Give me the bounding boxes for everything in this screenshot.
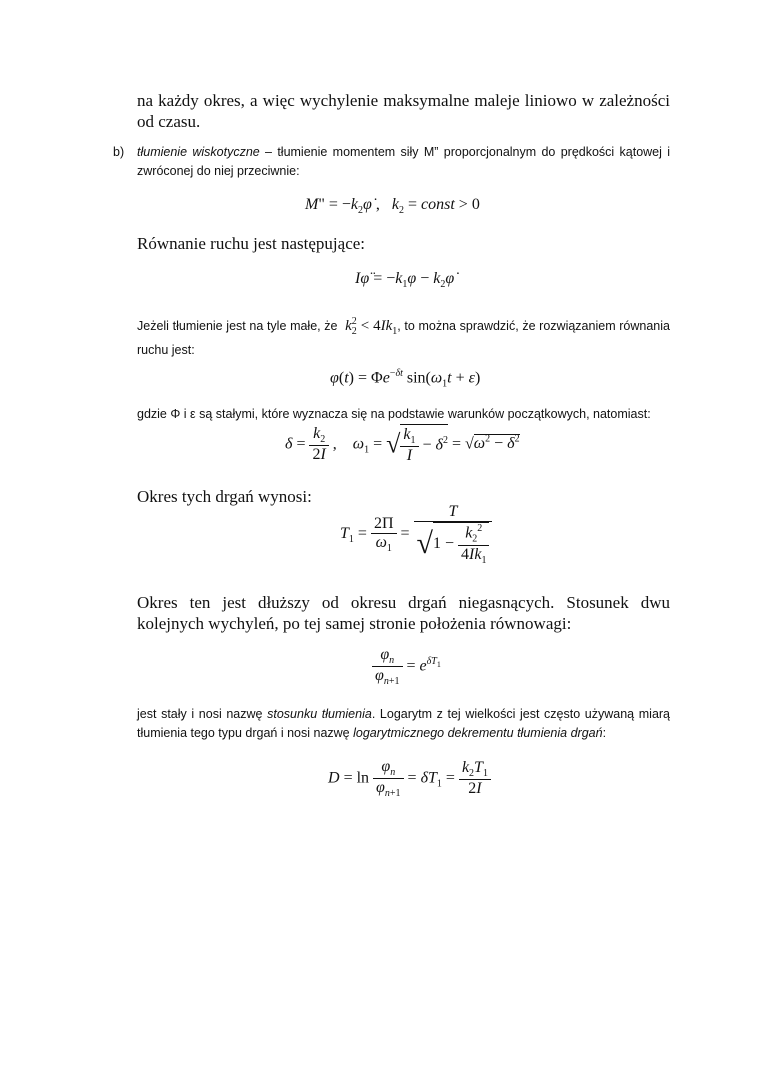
condition-after: , to można sprawdzić, że rozwiązaniem równania ruchu jest: bbox=[137, 319, 670, 357]
condition-paragraph bbox=[137, 312, 670, 360]
equation-motion: Iφ̈ = $-k_1\varphi$ − $k_2\varphi̇$ bbox=[355, 270, 455, 291]
condition-before: Jeżeli tłumienie jest na tyle małe, że bbox=[137, 319, 338, 333]
paragraph-top: na każdy okres, a więc wychylenie maksymalne maleje liniowo w zależności od czasu. bbox=[137, 91, 670, 131]
period-comment: Okres ten jest dłuższy od okresu drgań niegasnących. Stosunek dwu kolejnych wychyleń, po tej samej stronie położenia równowagi: bbox=[137, 593, 670, 633]
period-intro: Okres tych drgań wynosi: bbox=[137, 487, 312, 506]
equation-log-decrement: D = ln $\frac{\varphi_n}{\varphi_{n+1}}$ = $\delta T_1$ = $\frac{k_2T_1}{2I}$ bbox=[328, 758, 491, 799]
motion-intro: Równanie ruchu jest następujące: bbox=[137, 234, 366, 253]
ratio-part1: jest stały i nosi nazwę bbox=[137, 707, 268, 721]
equation-period: $T_1$ = $\frac{2\Pi}{\omega_1}$ = T √1 − $\frac{k_2^2}{4Ik_1}$ bbox=[340, 503, 492, 566]
ratio-paragraph bbox=[137, 705, 670, 743]
term-viscous-damping: tłumienie wiskotyczne bbox=[137, 145, 260, 159]
ratio-part2: . Logarytm z tej wielkości jest często używaną miarą tłumienia tego typu drgań i nosi nazwę bbox=[137, 707, 671, 740]
condition-inequality: $k_2^2 < 4Ik_1$ bbox=[345, 316, 398, 337]
item-b-marker: b) bbox=[113, 145, 125, 159]
term-log-decrement: logarytmicznego dekrementu tłumienia drgań bbox=[353, 726, 603, 740]
ratio-part3: : bbox=[602, 726, 607, 740]
equation-ratio: $\frac{\varphi_n}{\varphi_{n+1}}$ = $e^{\delta T_1}$ bbox=[372, 646, 441, 687]
equation-moment: M" = $-k_2\varphi̇$ , $k_2$ = const > 0 bbox=[305, 196, 480, 217]
item-b-text bbox=[137, 143, 670, 181]
equation-delta-omega: δ = $\frac{k_2}{2I}$ , $\omega_1$ = √ $\frac{k_1}{I}$ − $\delta^2 = √\omega^2 - \delta^2$ bbox=[285, 425, 520, 465]
constants-paragraph: gdzie Φ i ε są stałymi, które wyznacza się na podstawie warunków początkowych, natomiast: bbox=[137, 407, 651, 421]
term-damping-ratio: stosunku tłumienia bbox=[267, 707, 372, 721]
item-b-description: – tłumienie momentem siły M” proporcjonalnym do prędkości kątowej i zwróconej do niej przeciwnie: bbox=[137, 145, 670, 178]
equation-solution: $\varphi(t) = \Phi e^{-\delta t}$ $\sin(\omega_1t + \varepsilon)$ bbox=[330, 368, 481, 390]
